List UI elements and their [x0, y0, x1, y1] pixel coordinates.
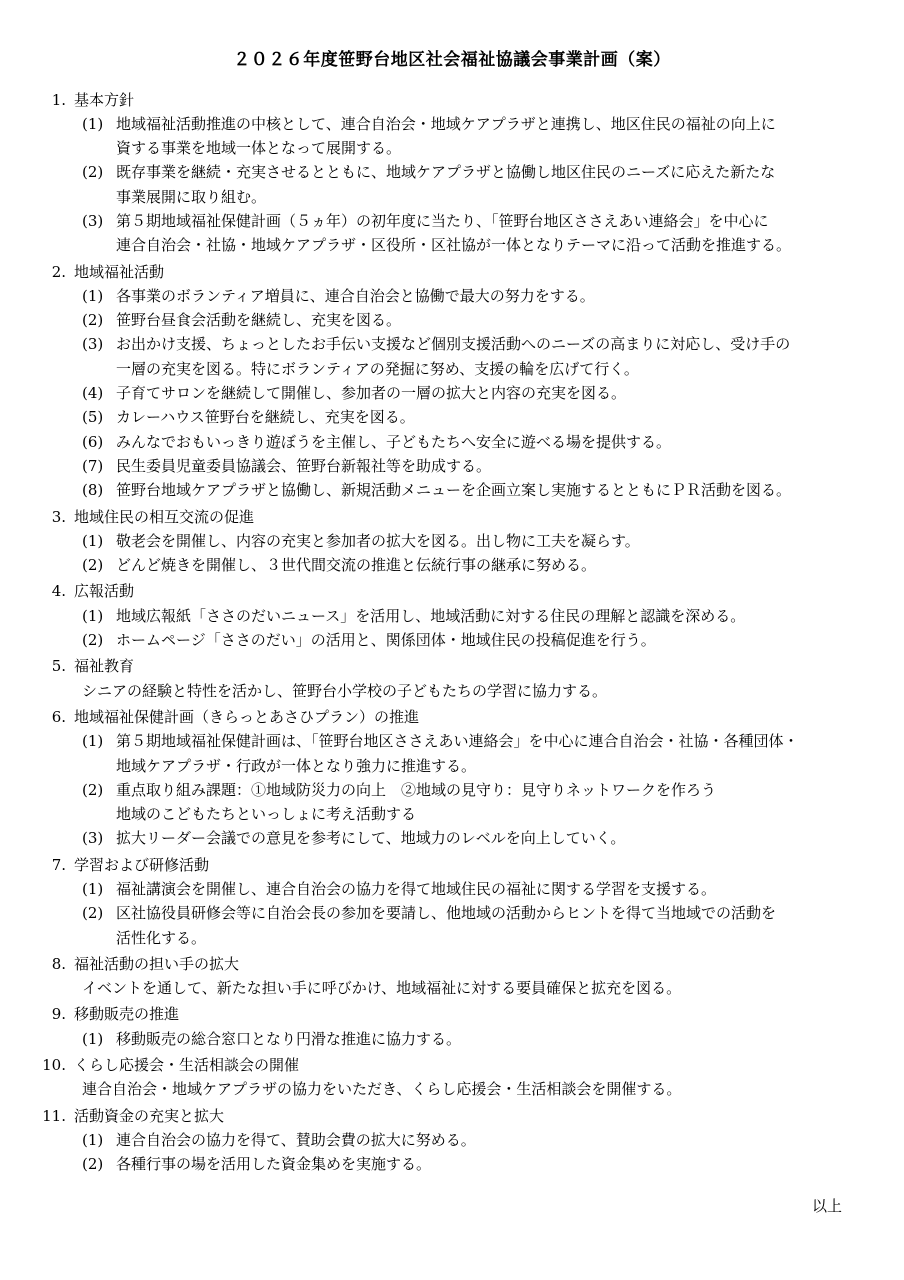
list-item — [82, 901, 864, 925]
document-section — [40, 654, 864, 703]
list-item — [82, 112, 864, 136]
section-items — [40, 1128, 864, 1177]
page-title: ２０２６年度笹野台地区社会福祉協議会事業計画（案） — [233, 50, 671, 70]
list-item-continuation: 事業展開に取り組む。 — [116, 187, 267, 206]
list-item — [82, 381, 864, 405]
list-item — [82, 405, 864, 429]
list-item — [82, 1152, 864, 1176]
list-item-number: (4) — [82, 384, 104, 403]
list-item-number: (3) — [82, 211, 104, 230]
section-number: 4. — [51, 582, 66, 601]
list-item-text: みんなでおもいっきり遊ぼうを主催し、子どもたちへ安全に遊べる場を提供する。 — [116, 432, 672, 451]
section-title: 福祉活動の担い手の拡大 — [74, 954, 240, 973]
document-section — [40, 705, 864, 851]
list-item-continuation: 資する事業を地域一体となって展開する。 — [116, 139, 402, 158]
section-title: 移動販売の推進 — [74, 1005, 180, 1024]
list-item-number: (3) — [82, 335, 104, 354]
list-item — [82, 553, 864, 577]
list-item-text: カレーハウス笹野台を継続し、充実を図る。 — [116, 408, 415, 427]
section-heading — [40, 654, 864, 678]
section-number: 6. — [51, 707, 66, 726]
section-items — [40, 284, 864, 503]
section-number: 9. — [51, 1005, 66, 1024]
list-item-number: (1) — [82, 606, 104, 625]
list-item-number: (8) — [82, 481, 104, 500]
list-item-text: 第５期地域福祉保健計画は、「笹野台地区ささえあい連絡会」を中心に連合自治会・社協・各種団体・ — [116, 732, 799, 751]
section-items — [40, 529, 864, 578]
section-title: 地域住民の相互交流の促進 — [74, 507, 255, 526]
list-item-number: (6) — [82, 432, 104, 451]
section-number: 2. — [51, 262, 66, 281]
list-item-number: (1) — [82, 1130, 104, 1149]
list-item-text: 敬老会を開催し、内容の充実と参加者の拡大を図る。出し物に工夫を凝らす。 — [116, 531, 640, 550]
list-item-number: (1) — [82, 286, 104, 305]
closing-note: 以上 — [811, 1196, 842, 1215]
list-item — [82, 209, 864, 233]
list-item-text: 第５期地域福祉保健計画（５ヵ年）の初年度に当たり、「笹野台地区ささえあい連絡会」を中心に — [116, 211, 769, 230]
list-item — [82, 478, 864, 502]
list-item — [82, 729, 864, 753]
document-section — [40, 88, 864, 258]
section-title: 地域福祉活動 — [74, 262, 165, 281]
section-heading — [40, 505, 864, 529]
list-item-text: 拡大リーダー会議での意見を参考にして、地域力のレベルを向上していく。 — [116, 829, 626, 848]
list-item — [82, 454, 864, 478]
list-item-number: (3) — [82, 829, 104, 848]
section-heading — [40, 1104, 864, 1128]
section-heading — [40, 579, 864, 603]
list-item-text: 笹野台地域ケアプラザと協働し、新規活動メニューを企画立案し実施するとともにＰＲ活動を図る。 — [116, 481, 792, 500]
section-items — [40, 729, 864, 850]
list-item-number: (2) — [82, 780, 104, 799]
list-item-text: 笹野台昼食会活動を継続し、充実を図る。 — [116, 311, 402, 330]
document-section — [40, 579, 864, 652]
document-section — [40, 1104, 864, 1177]
document-section — [40, 952, 864, 1001]
list-item-number: (1) — [82, 880, 104, 898]
list-item — [82, 778, 864, 802]
section-title: くらし応援会・生活相談会の開催 — [74, 1056, 300, 1075]
document-section — [40, 1002, 864, 1051]
list-item-number: (2) — [82, 904, 104, 923]
list-item-text: 重点取り組み課題：①地域防災力の向上 ②地域の見守り：見守りネットワークを作ろう — [116, 780, 717, 799]
list-item-text: 各事業のボランティア増員に、連合自治会と協働で最大の努力をする。 — [116, 286, 595, 305]
list-item — [82, 284, 864, 308]
document-section — [40, 260, 864, 503]
list-item-number: (2) — [82, 631, 104, 650]
list-item-text: 民生委員児童委員協議会、笹野台新報社等を助成する。 — [116, 456, 492, 475]
section-items — [40, 877, 864, 950]
list-item — [82, 826, 864, 850]
section-number: 3. — [51, 507, 66, 526]
document-section — [40, 1053, 864, 1102]
section-items — [40, 1027, 864, 1051]
list-item-text: 既存事業を継続・充実させるとともに、地域ケアプラザと協働し地区住民のニーズに応えた新たな — [116, 163, 776, 182]
list-item — [82, 430, 864, 454]
list-item-number: (2) — [82, 163, 104, 182]
list-item-number: (1) — [82, 114, 104, 133]
list-item — [82, 628, 864, 652]
section-heading — [40, 705, 864, 729]
section-items — [40, 604, 864, 653]
list-item — [82, 604, 864, 628]
section-heading — [40, 1053, 864, 1077]
list-item — [82, 332, 864, 356]
list-item-number: (2) — [82, 311, 104, 330]
section-number: 5. — [51, 657, 66, 676]
list-item-text: お出かけ支援、ちょっとしたお手伝い支援など個別支援活動へのニーズの高まりに対応し、受け手の — [116, 335, 791, 354]
section-paragraph: シニアの経験と特性を活かし、笹野台小学校の子どもたちの学習に協力する。 — [82, 681, 608, 700]
list-item-continuation: 一層の充実を図る。特にボランティアの発掘に努め、支援の輪を広げて行く。 — [116, 359, 639, 378]
list-item-number: (1) — [82, 531, 104, 550]
list-item-continuation: 連合自治会・社協・地域ケアプラザ・区役所・区社協が一体となりテーマに沿って活動を推進する。 — [116, 236, 792, 255]
list-item-number: (5) — [82, 408, 104, 427]
list-item — [82, 529, 864, 553]
list-item-number: (7) — [82, 456, 104, 475]
list-item-number: (2) — [82, 556, 104, 575]
list-item-continuation: 活性化する。 — [116, 928, 207, 947]
list-item-text: 子育てサロンを継続して開催し、参加者の一層の拡大と内容の充実を図る。 — [116, 384, 627, 403]
section-heading — [40, 260, 864, 284]
document-section — [40, 853, 864, 950]
list-item-number: (1) — [82, 1029, 104, 1048]
list-item-number: (2) — [82, 1155, 104, 1174]
section-title: 学習および研修活動 — [74, 855, 210, 874]
section-heading — [40, 952, 864, 976]
list-item — [82, 160, 864, 184]
section-number: 10. — [42, 1056, 66, 1075]
list-item-text: 地域福祉活動推進の中核として、連合自治会・地域ケアプラザと連携し、地区住民の福祉の向上に — [116, 114, 776, 133]
list-item-text: 福祉講演会を開催し、連合自治会の協力を得て地域住民の福祉に関する学習を支援する。 — [116, 880, 717, 898]
list-item-text: どんど焼きを開催し、３世代間交流の推進と伝統行事の継承に努める。 — [116, 556, 597, 575]
section-number: 7. — [51, 855, 66, 874]
section-heading — [40, 1002, 864, 1026]
list-item-text: 地域広報紙「ささのだいニュース」を活用し、地域活動に対する住民の理解と認識を深める。 — [116, 606, 746, 625]
section-heading — [40, 853, 864, 877]
list-item-text: 区社協役員研修会等に自治会長の参加を要請し、他地域の活動からヒントを得て当地域での活動を — [116, 904, 777, 923]
section-title: 基本方針 — [74, 90, 135, 109]
section-number: 1. — [51, 90, 66, 109]
section-items — [40, 112, 864, 258]
list-item-text: 各種行事の場を活用した資金集めを実施する。 — [116, 1155, 432, 1174]
list-item-continuation: 地域ケアプラザ・行政が一体となり強力に推進する。 — [116, 756, 477, 775]
list-item — [82, 1027, 864, 1051]
section-number: 8. — [51, 954, 66, 973]
section-heading — [40, 88, 864, 112]
list-item-number: (1) — [82, 732, 104, 751]
list-item-continuation: 地域のこどもたちといっしょに考え活動する — [116, 805, 417, 824]
section-paragraph: 連合自治会・地域ケアプラザの協力をいただき、くらし応援会・生活相談会を開催する。 — [82, 1080, 682, 1099]
section-title: 活動資金の充実と拡大 — [74, 1106, 225, 1125]
section-number: 11. — [42, 1106, 66, 1125]
section-paragraph: イベントを通して、新たな担い手に呼びかけ、地域福祉に対する要員確保と拡充を図る。 — [82, 979, 682, 998]
section-list — [40, 88, 864, 1177]
list-item — [82, 877, 864, 901]
list-item-text: 連合自治会の協力を得て、賛助会費の拡大に努める。 — [116, 1130, 476, 1149]
document-section — [40, 505, 864, 578]
list-item — [82, 308, 864, 332]
section-title: 福祉教育 — [74, 657, 135, 676]
section-title: 広報活動 — [74, 582, 135, 601]
list-item-text: 移動販売の総合窓口となり円滑な推進に協力する。 — [116, 1029, 462, 1048]
list-item — [82, 1128, 864, 1152]
section-title: 地域福祉保健計画（きらっとあさひプラン）の推進 — [74, 707, 420, 726]
list-item-text: ホームページ「ささのだい」の活用と、関係団体・地域住民の投稿促進を行う。 — [116, 631, 656, 650]
